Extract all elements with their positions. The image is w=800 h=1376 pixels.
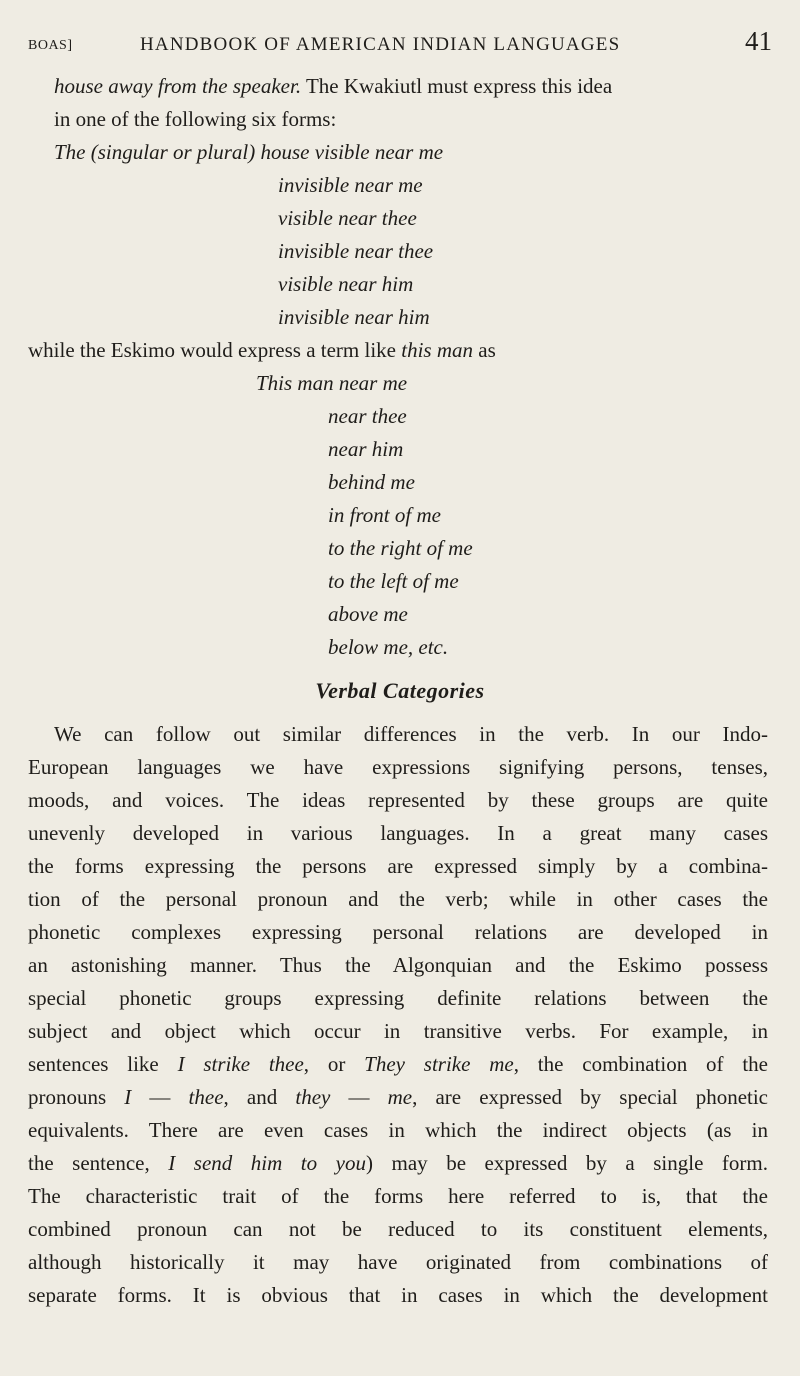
paragraph-line: separate forms. It is obvious that in cases in which the development: [28, 1283, 768, 1307]
text-run: , are expressed by special phonetic: [412, 1085, 769, 1109]
paragraph-line: although historically it may have originated from combinations of: [28, 1250, 768, 1274]
text-run: pronouns: [28, 1085, 125, 1109]
list-item: [28, 433, 768, 466]
paragraph-line: special phonetic groups expressing definite relations between the: [28, 986, 768, 1010]
paragraph-line: combined pronoun can not be reduced to its constituent elements,: [28, 1217, 768, 1241]
paragraph-line: phonetic complexes expressing personal relations are developed in: [28, 920, 768, 944]
list-item: [28, 400, 768, 433]
intro-italic: house away from the speaker.: [54, 74, 302, 98]
text-run: —: [330, 1085, 388, 1109]
kwakiutl-lead: [54, 136, 766, 169]
list-item: [54, 202, 766, 235]
text-run: —: [131, 1085, 189, 1109]
list-item: [54, 268, 766, 301]
italic-run: me: [387, 1085, 413, 1109]
italic-run: I strike thee: [177, 1052, 304, 1076]
italic-run: They strike me: [364, 1052, 514, 1076]
list-item: [28, 466, 768, 499]
text-run: , the combination of the: [513, 1052, 768, 1076]
italic-run: I send him to you: [168, 1151, 366, 1175]
list-item-text: to the right of me: [328, 536, 473, 560]
intro-rest: The Kwakiutl must express this idea: [301, 74, 613, 98]
eskimo-lead: [28, 367, 768, 400]
paragraph-line: [28, 1048, 768, 1081]
text-run: the sentence,: [28, 1151, 169, 1175]
list-item-text: above me: [328, 602, 408, 626]
eskimo-lead-text: This man near me: [256, 371, 408, 395]
list-item-text: visible near him: [278, 272, 414, 296]
text-run: , or: [303, 1052, 365, 1076]
italic-run: I: [124, 1085, 132, 1109]
list-item-text: visible near thee: [278, 206, 417, 230]
list-item: [54, 169, 766, 202]
eskimo-intro-pre: while the Eskimo would express a term like: [28, 338, 402, 362]
paragraph-line: The characteristic trait of the forms here referred to is, that the: [28, 1184, 768, 1208]
kwakiutl-forms-list: [54, 136, 766, 334]
italic-run: thee: [188, 1085, 224, 1109]
page-number: 41: [745, 26, 772, 56]
list-item: [28, 499, 768, 532]
list-item: [54, 235, 766, 268]
paragraph-line: an astonishing manner. Thus the Algonquian and the Eskimo possess: [28, 953, 768, 977]
list-item: [28, 532, 768, 565]
list-item: [28, 565, 768, 598]
text-run: ) may be expressed by a single form.: [366, 1151, 768, 1175]
italic-run: they: [295, 1085, 331, 1109]
intro-line-1: [54, 70, 766, 103]
text-run: , and: [223, 1085, 296, 1109]
paragraph-line: [28, 1147, 768, 1180]
paragraph-line: unevenly developed in various languages. In a great many cases: [28, 821, 768, 845]
paragraph-line: tion of the personal pronoun and the verb; while in other cases the: [28, 887, 768, 911]
eskimo-section: [28, 334, 768, 664]
list-item-text: to the left of me: [328, 569, 459, 593]
list-item: [28, 598, 768, 631]
list-item-text: invisible near thee: [278, 239, 434, 263]
paragraph-line: moods, and voices. The ideas represented by these groups are quite: [28, 788, 768, 812]
list-item-text: invisible near me: [278, 173, 423, 197]
eskimo-intro-italic: this man: [401, 338, 474, 362]
list-item: [54, 301, 766, 334]
kwakiutl-lead-text: The (singular or plural) house visible near me: [54, 140, 444, 164]
list-item: [28, 631, 768, 664]
list-item-text: near him: [328, 437, 404, 461]
verbal-categories-paragraph: [28, 718, 768, 1312]
running-head-author: BOAS]: [28, 38, 73, 53]
paragraph-line: [28, 1081, 768, 1114]
list-item-text: in front of me: [328, 503, 441, 527]
list-item-text: invisible near him: [278, 305, 430, 329]
eskimo-intro-line: [28, 334, 768, 367]
paragraph-line: European languages we have expressions signifying persons, tenses,: [28, 755, 768, 779]
running-head: [28, 26, 772, 56]
list-item-text: behind me: [328, 470, 415, 494]
eskimo-intro-post: as: [473, 338, 496, 362]
paragraph-line: subject and object which occur in transitive verbs. For example, in: [28, 1019, 768, 1043]
intro-line-2: in one of the following six forms:: [54, 107, 337, 131]
top-section: [54, 70, 766, 334]
paragraph-line: the forms expressing the persons are expressed simply by a combina-: [28, 854, 768, 878]
text-run: sentences like: [28, 1052, 178, 1076]
section-heading: Verbal Categories: [315, 678, 485, 703]
paragraph-line: We can follow out similar differences in the verb. In our Indo-: [54, 722, 768, 746]
list-item-text: near thee: [328, 404, 407, 428]
list-item-text: below me, etc.: [328, 635, 449, 659]
paragraph-line: equivalents. There are even cases in which the indirect objects (as in: [28, 1118, 768, 1142]
running-head-title: HANDBOOK OF AMERICAN INDIAN LANGUAGES: [140, 34, 621, 55]
